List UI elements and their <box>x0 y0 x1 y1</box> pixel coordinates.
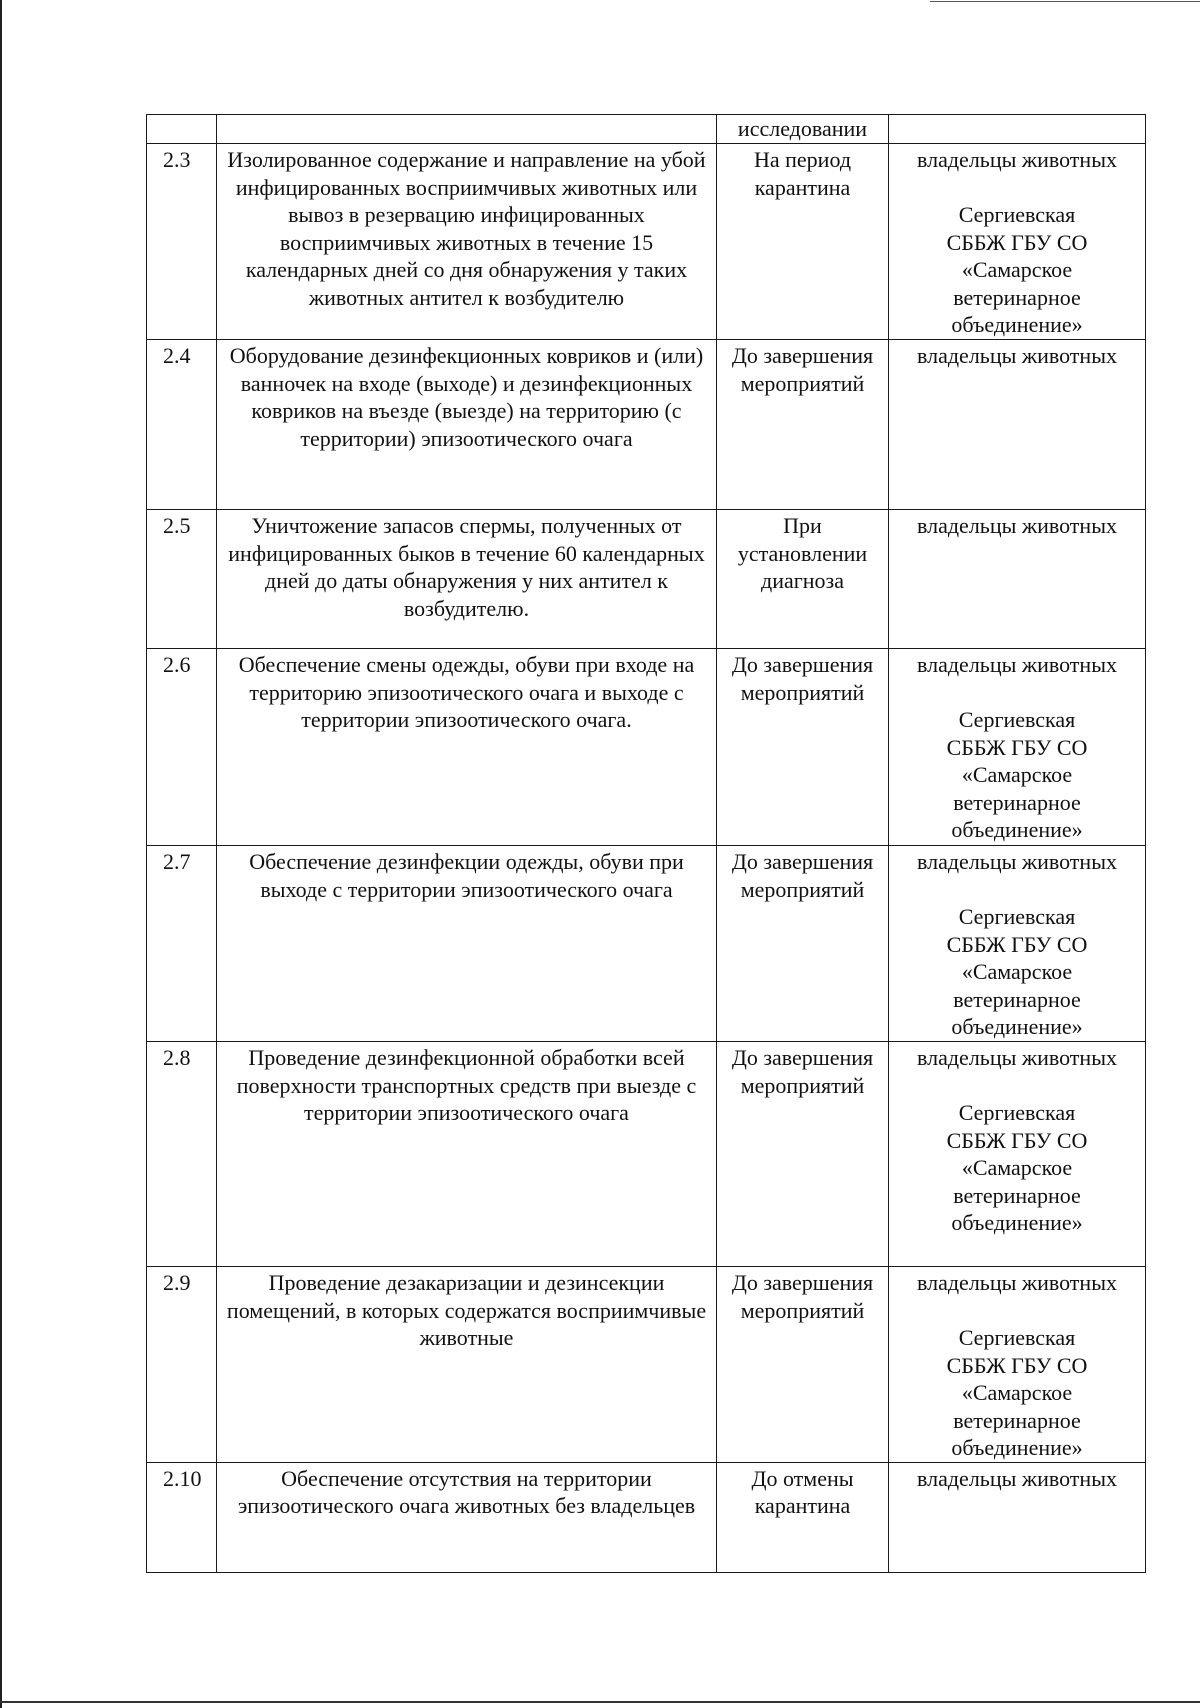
responsible-org-line: «Самарское <box>961 762 1073 787</box>
responsible-org-line: СББЖ ГБУ СО <box>946 931 1088 957</box>
deadline-text: исследовании <box>717 115 889 144</box>
table-row <box>147 1462 1146 1572</box>
responsible-org-line: объединение» <box>951 1014 1083 1039</box>
responsible-org-line: объединение» <box>951 312 1083 337</box>
scan-edge-bottom <box>0 1701 1200 1703</box>
responsible-org-line: объединение» <box>951 1210 1083 1235</box>
responsible-org-line: объединение» <box>951 1435 1083 1460</box>
measure-text: Обеспечение дезинфекции одежды, обуви при выходе с территории эпизоотического очага <box>217 846 717 1042</box>
row-number: 2.6 <box>147 649 217 846</box>
measure-text: Обеспечение отсутствия на территории эпизоотического очага животных без владельцев <box>217 1462 717 1572</box>
responsible-cell <box>889 510 1146 649</box>
responsible-org-line: Сергиевская <box>958 1325 1076 1350</box>
responsible-org-line: Сергиевская <box>958 904 1076 929</box>
responsible-owner: владельцы животных <box>917 343 1117 368</box>
row-number: 2.9 <box>147 1267 217 1463</box>
responsible-owner: владельцы животных <box>917 1465 1117 1491</box>
measure-text: Уничтожение запасов спермы, полученных от инфицированных быков в течение 60 календарных дней до даты обнаружения у них антител к возбудителю. <box>217 510 717 649</box>
responsible-owner: владельцы животных <box>917 1270 1117 1295</box>
deadline-text: До завершения мероприятий <box>717 649 889 846</box>
responsible-cell <box>889 649 1146 846</box>
deadline-text: При установлении диагноза <box>717 510 889 649</box>
responsible-org-line: СББЖ ГБУ СО <box>946 734 1088 760</box>
responsible-org-line: СББЖ ГБУ СО <box>946 229 1088 255</box>
responsible-cell <box>889 340 1146 510</box>
responsible-org-line: Сергиевская <box>958 202 1076 227</box>
responsible-cell <box>889 846 1146 1042</box>
responsible-owner: владельцы животных <box>917 513 1117 538</box>
responsible-org-line: «Самарское <box>961 1155 1073 1180</box>
table-row <box>147 340 1146 510</box>
responsible-org-line: «Самарское <box>961 1380 1073 1405</box>
responsible-owner: владельцы животных <box>917 1045 1117 1070</box>
responsible-cell <box>889 1267 1146 1463</box>
row-number: 2.7 <box>147 846 217 1042</box>
measures-table <box>146 114 1146 1573</box>
responsible-cell <box>889 1042 1146 1267</box>
measure-text: Оборудование дезинфекционных ковриков и (или) ванночек на входе (выходе) и дезинфекционных ковриков на въезде (выезде) на территорию (с территории) эпизоотического очага <box>217 340 717 510</box>
measure-text: Проведение дезинфекционной обработки всей поверхности транспортных средств при выезде с территории эпизоотического очага <box>217 1042 717 1267</box>
table-row <box>147 1267 1146 1463</box>
responsible-org-line: ветеринарное <box>953 1407 1081 1433</box>
scan-edge-left <box>0 0 2 1708</box>
measure-text <box>217 115 717 144</box>
responsible-org-line: ветеринарное <box>953 986 1081 1012</box>
table-row <box>147 649 1146 846</box>
responsible-org-line: ветеринарное <box>953 284 1081 310</box>
row-number: 2.3 <box>147 144 217 340</box>
responsible-org-line: «Самарское <box>961 959 1073 984</box>
deadline-text: До завершения мероприятий <box>717 1042 889 1267</box>
deadline-text: На период карантина <box>717 144 889 340</box>
responsible-owner: владельцы животных <box>917 147 1117 172</box>
responsible-org-line: Сергиевская <box>958 1100 1076 1125</box>
measure-text: Проведение дезакаризации и дезинсекции помещений, в которых содержатся восприимчивые животные <box>217 1267 717 1463</box>
responsible-org-line: «Самарское <box>961 257 1073 282</box>
responsible-cell <box>889 1462 1146 1572</box>
scan-edge-top-right <box>930 1 1200 2</box>
responsible-org-line: СББЖ ГБУ СО <box>946 1352 1088 1378</box>
responsible-org-line: Сергиевская <box>958 707 1076 732</box>
table-row <box>147 510 1146 649</box>
responsible-org-line: объединение» <box>951 817 1083 842</box>
responsible-owner: владельцы животных <box>917 849 1117 874</box>
responsible-org-line: ветеринарное <box>953 1182 1081 1208</box>
row-number: 2.8 <box>147 1042 217 1267</box>
responsible-owner: владельцы животных <box>917 652 1117 677</box>
table-row <box>147 144 1146 340</box>
row-number: 2.4 <box>147 340 217 510</box>
deadline-text: До завершения мероприятий <box>717 846 889 1042</box>
responsible-org-line: СББЖ ГБУ СО <box>946 1127 1088 1153</box>
table-row <box>147 115 1146 144</box>
table-row <box>147 1042 1146 1267</box>
deadline-text: До отмены карантина <box>717 1462 889 1572</box>
measure-text: Обеспечение смены одежды, обуви при входе на территорию эпизоотического очага и выходе с территории эпизоотического очага. <box>217 649 717 846</box>
row-number: 2.5 <box>147 510 217 649</box>
deadline-text: До завершения мероприятий <box>717 1267 889 1463</box>
responsible-cell <box>889 115 1146 144</box>
responsible-org-line: ветеринарное <box>953 789 1081 815</box>
table-row <box>147 846 1146 1042</box>
responsible-cell <box>889 144 1146 340</box>
measure-text: Изолированное содержание и направление на убой инфицированных восприимчивых животных или вывоз в резервацию инфицированных восприимчивых животных в течение 15 календарных дней со дня обнаружения у таких животных антител к возбудителю <box>217 144 717 340</box>
deadline-text: До завершения мероприятий <box>717 340 889 510</box>
row-number <box>147 115 217 144</box>
row-number: 2.10 <box>147 1462 217 1572</box>
